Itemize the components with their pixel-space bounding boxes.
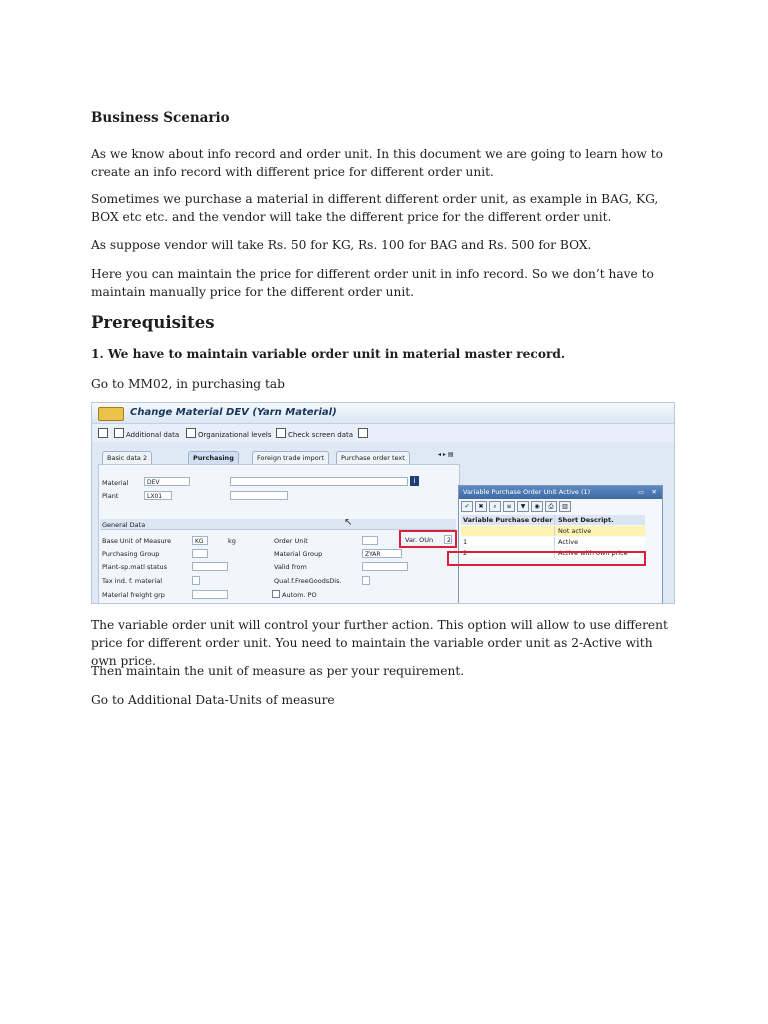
col-variable-po: Variable Purchase Order [461, 515, 555, 525]
free-goods-field[interactable] [362, 576, 370, 585]
popup-row-1[interactable]: 1 Active [461, 537, 645, 547]
label-order-unit: Order Unit [274, 537, 308, 545]
delete-icon[interactable]: ▥ [559, 501, 571, 512]
lock-icon[interactable] [358, 428, 370, 439]
label-base-uom: Base Unit of Measure [102, 537, 172, 545]
filter-icon[interactable]: ▼ [517, 501, 529, 512]
var-oun-popup [458, 485, 663, 604]
paragraph-vendor-price: As suppose vendor will take Rs. 50 for KG, Rs. 100 for BAG and Rs. 500 for BOX. [91, 238, 592, 252]
plant-desc-field[interactable] [230, 491, 288, 500]
popup-close-icon[interactable]: ✕ [651, 488, 657, 496]
popup-minimize-icon[interactable]: ▭ [637, 488, 644, 496]
base-uom-field[interactable]: KG [192, 536, 208, 545]
label-tax-indicator: Tax ind. f. material [102, 577, 163, 585]
instruction-mm02: Go to MM02, in purchasing tab [91, 377, 285, 391]
tax-indicator-field[interactable] [192, 576, 200, 585]
popup-title: Variable Purchase Order Unit Active (1) [463, 488, 591, 496]
additional-data-icon [114, 428, 124, 438]
popup-header-row [461, 515, 645, 525]
popup-title-bar [459, 486, 662, 499]
paragraph-order-units: Sometimes we purchase a material in different different order unit, as example in BAG, KG, BOX etc etc. and the vendor will take the different price for the different order unit. [91, 192, 659, 224]
col-short-desc: Short Descript. [558, 516, 614, 524]
toolbar-check-screen[interactable]: Check screen data [276, 428, 353, 439]
paragraph-intro: As we know about info record and order unit. In this document we are going to learn how to create an info record with different price for different order unit. [91, 147, 663, 179]
settings-icon[interactable]: ◉ [531, 501, 543, 512]
plant-label: Plant [102, 492, 119, 500]
step-1: 1. We have to maintain variable order unit in material master record. [91, 347, 566, 361]
paragraph-info-record: Here you can maintain the price for different order unit in info record. So we don’t have to maintain manually price for the different order unit. [91, 267, 654, 299]
tab-scroll-buttons[interactable]: ◂ ▸ ▤ [438, 451, 454, 458]
label-valid-from: Valid from [274, 563, 307, 571]
material-label: Material [102, 479, 129, 487]
general-data-section [100, 519, 456, 530]
heading-prerequisites: Prerequisites [91, 313, 215, 332]
sap-title-bar [92, 403, 675, 424]
heading-business-scenario: Business Scenario [91, 110, 230, 126]
freight-group-field[interactable] [192, 590, 228, 599]
label-plant-status: Plant-sp.matl status [102, 563, 168, 571]
check-icon [276, 428, 286, 438]
paragraph-variable-order-unit: The variable order unit will control your further action. This option will allow to use different price for different order unit. You need to maintain the variable order unit as 2-Active with own price. [91, 618, 668, 668]
cursor-icon: ↖ [344, 517, 353, 528]
print-icon[interactable]: ⎙ [545, 501, 557, 512]
material-group-field[interactable]: ZYAR [362, 549, 402, 558]
cancel-icon[interactable]: ✖ [475, 501, 487, 512]
popup-toolbar [461, 501, 660, 511]
label-material-group: Material Group [274, 550, 323, 558]
var-oun-field[interactable]: 2 [444, 535, 452, 544]
label-auto-po: Autom. PO [282, 591, 317, 599]
paragraph-unit-of-measure: Then maintain the unit of measure as per your requirement. [91, 664, 465, 678]
tab-basic-data-2[interactable]: Basic data 2 [102, 451, 152, 464]
label-free-goods: Qual.f.FreeGoodsDis. [274, 577, 342, 585]
material-field[interactable]: DEV [144, 477, 190, 486]
material-desc-field[interactable] [230, 477, 408, 486]
plant-field[interactable]: LX01 [144, 491, 172, 500]
valid-from-field[interactable] [362, 562, 408, 571]
tab-po-text[interactable]: Purchase order text [336, 451, 410, 464]
purchasing-group-field[interactable] [192, 549, 208, 558]
auto-po-checkbox[interactable] [272, 590, 280, 598]
sap-menu-icon [98, 407, 124, 421]
sap-window-title: Change Material DEV (Yarn Material) [130, 407, 337, 418]
tab-foreign-trade[interactable]: Foreign trade import [252, 451, 329, 464]
sap-screenshot [91, 402, 675, 604]
sap-toolbar-icon-other [98, 428, 110, 439]
popup-row-0[interactable]: Not active [461, 526, 645, 536]
row-2-highlight [447, 551, 646, 566]
plant-status-field[interactable] [192, 562, 228, 571]
find-icon[interactable]: ⌕ [489, 501, 501, 512]
sap-toolbar [92, 424, 675, 442]
sort-icon[interactable]: ≡ [503, 501, 515, 512]
toolbar-org-levels[interactable]: Organizational levels [186, 428, 272, 439]
confirm-icon[interactable]: ✔ [461, 501, 473, 512]
label-freight-group: Material freight grp [102, 591, 165, 599]
popup-row-2[interactable]: 2 Active with own price [461, 548, 645, 558]
general-data-title: General Data [102, 521, 146, 529]
label-purchasing-group: Purchasing Group [102, 550, 160, 558]
tab-purchasing[interactable]: Purchasing [188, 451, 239, 464]
order-unit-field[interactable] [362, 536, 378, 545]
label-var-oun: Var. OUn [405, 536, 434, 544]
instruction-additional-data: Go to Additional Data-Units of measure [91, 693, 335, 707]
org-levels-icon [186, 428, 196, 438]
info-icon[interactable]: i [410, 476, 419, 486]
toolbar-additional-data[interactable]: Additional data [114, 428, 179, 439]
base-uom-text: kg [228, 537, 236, 545]
